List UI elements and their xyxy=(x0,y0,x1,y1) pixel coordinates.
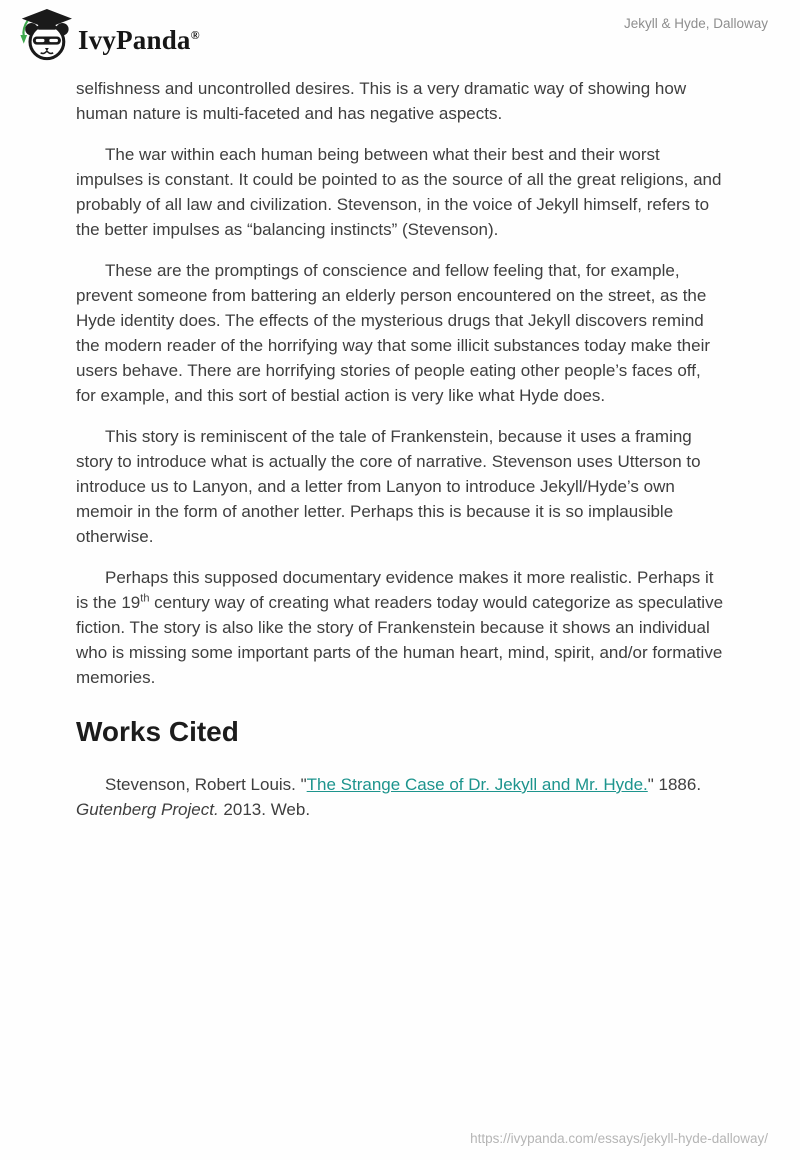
registered-mark: ® xyxy=(190,27,200,42)
citation-text: 2013. Web. xyxy=(218,800,311,819)
panda-graduate-icon xyxy=(14,8,74,62)
essay-paragraph xyxy=(76,565,724,690)
paragraph-text: Perhaps this supposed documentary evidence makes it more realistic. Perhaps it is the 19 xyxy=(76,568,714,612)
essay-body xyxy=(0,66,800,822)
ordinal-superscript: th xyxy=(140,592,150,605)
citation-text: Stevenson, Robert Louis. " xyxy=(105,775,307,794)
works-cited-heading: Works Cited xyxy=(76,716,239,747)
essay-paragraph: The war within each human being between what their best and their worst impulses is constant. It could be pointed to as the source of all the great religions, and probably of all law and civilization. Stevenson, in the voice of Jekyll himself, refers to the better impulses as “balancing instincts” (Stevenson). xyxy=(76,145,722,239)
paragraph-text: century way of creating what readers today would categorize as speculative fiction. The story is also like the story of Frankenstein because it shows an individual who is missing some important parts of the human heart, mind, spirit, and/or formative memories. xyxy=(76,593,724,687)
brand-name xyxy=(78,25,200,56)
citation-text: " 1886. xyxy=(647,775,702,794)
ivypanda-logo xyxy=(14,8,200,62)
citation-link[interactable]: The Strange Case of Dr. Jekyll and Mr. Hyde. xyxy=(306,775,648,794)
document-title-header: Jekyll & Hyde, Dalloway xyxy=(623,16,768,31)
essay-paragraph: These are the promptings of conscience and fellow feeling that, for example, prevent someone from battering an elderly person encountered on the street, as the Hyde identity does. The effects of the mysterious drugs that Jekyll discovers remind the modern reader of the horrifying way that some illicit substances today make their users behave. There are horrifying stories of people eating other people’s faces off, for example, and this sort of bestial action is very like what Hyde does. xyxy=(76,261,711,405)
footer-url: https://ivypanda.com/essays/jekyll-hyde-dalloway/ xyxy=(470,1131,768,1146)
page-header xyxy=(0,0,800,66)
essay-paragraph: selfishness and uncontrolled desires. This is a very dramatic way of showing how human nature is multi-faceted and has negative aspects. xyxy=(76,79,687,123)
citation-source-italic: Gutenberg Project. xyxy=(76,800,219,819)
brand-text: IvyPanda xyxy=(78,24,191,55)
essay-paragraph: This story is reminiscent of the tale of Frankenstein, because it uses a framing story to introduce what is actually the core of narrative. Stevenson uses Utterson to introduce us to Lanyon, and a letter from Lanyon to introduce Jekyll/Hyde’s own memoir in the form of another letter. Perhaps this is because it is so implausible otherwise. xyxy=(76,427,701,546)
citation-entry xyxy=(76,772,724,822)
